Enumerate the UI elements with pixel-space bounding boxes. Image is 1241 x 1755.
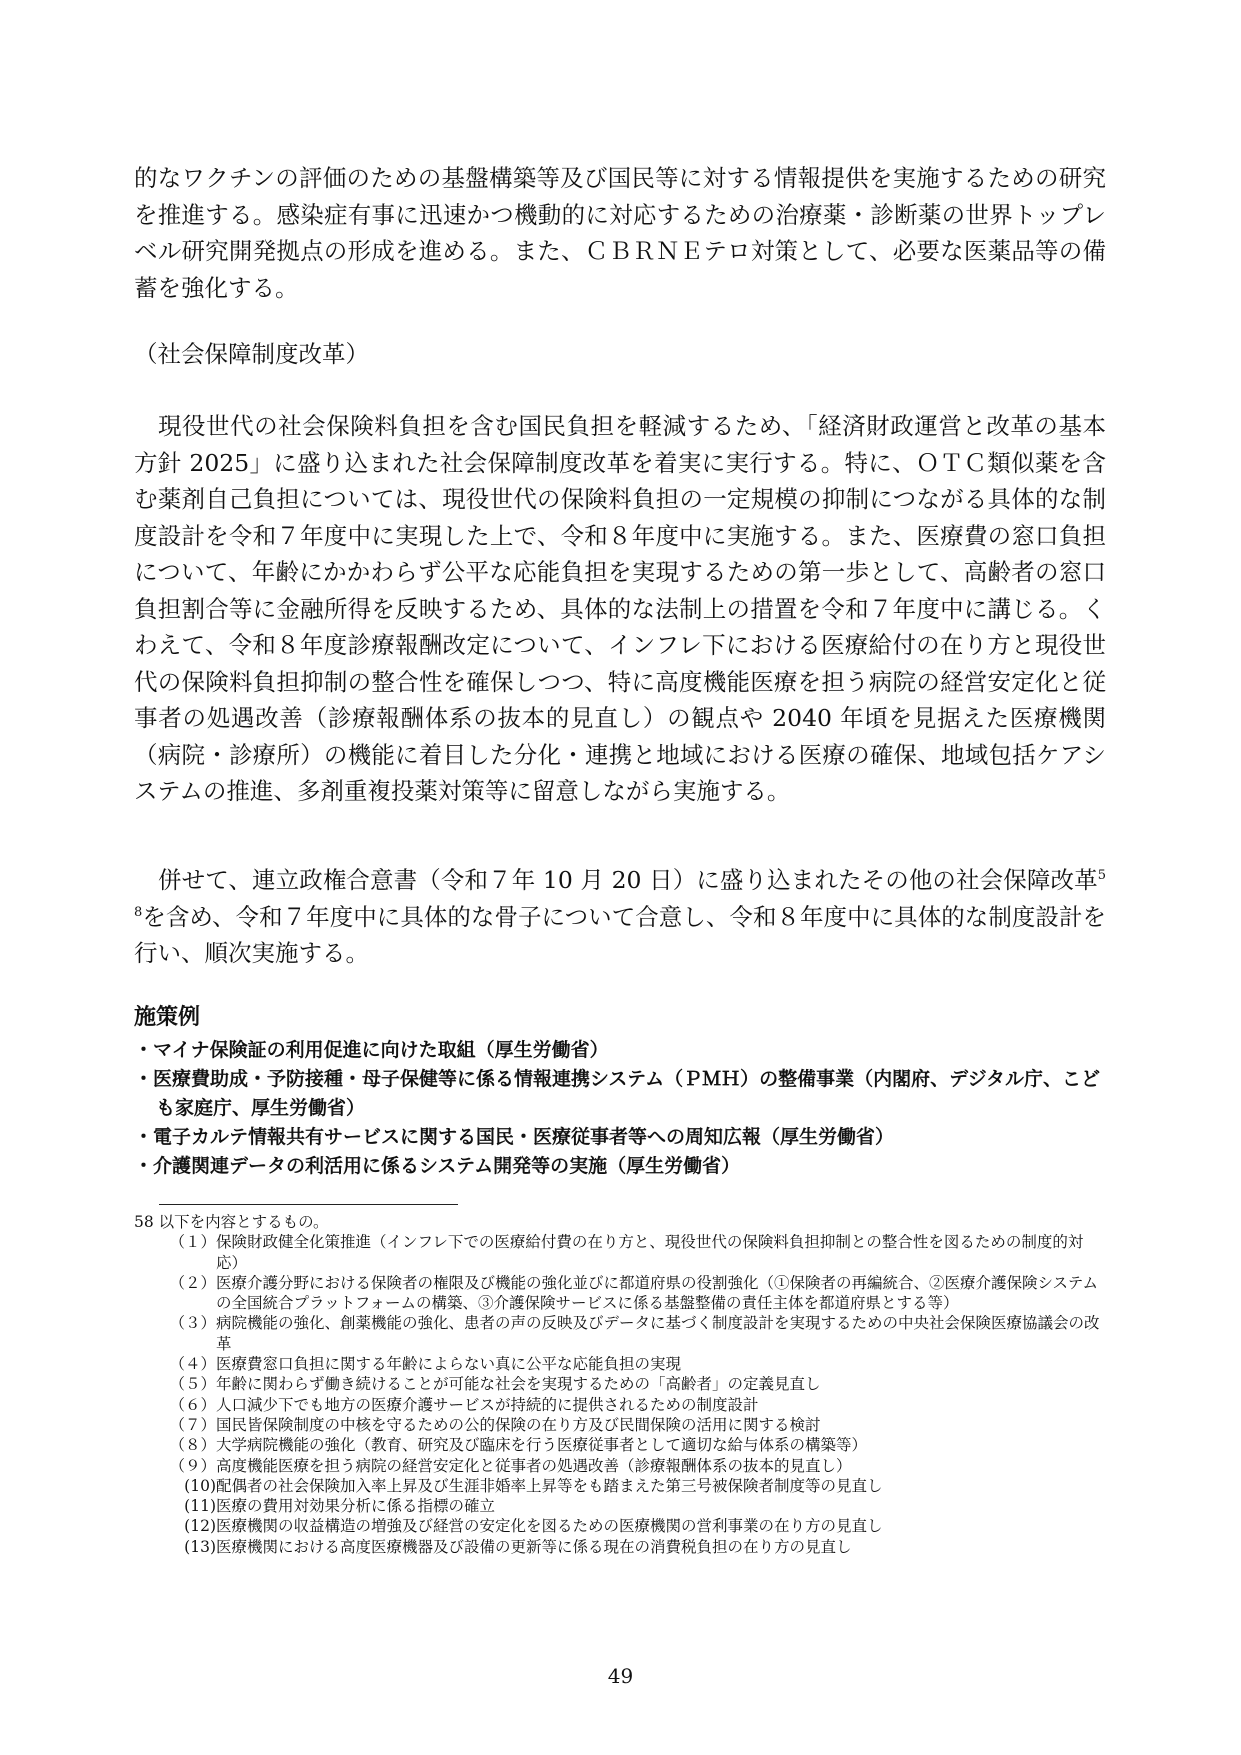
footnote-reference[interactable]: 58 bbox=[134, 868, 1106, 920]
footnote-item-number: （６） bbox=[169, 1395, 216, 1414]
footnote-item-number: (11) bbox=[184, 1497, 216, 1516]
measure-item: ・介護関連データの利活用に係るシステム開発等の実施（厚生労働省） bbox=[134, 1155, 741, 1177]
footnote-item-text: 医療介護分野における保険者の権限及び機能の強化並びに都道府県の役割強化（①保険者の再編統合、②医療介護保険システムの全国統合プラットフォームの構築、③介護保険サービスに係る基盤整備の責任主体を都道府県とする等） bbox=[216, 1273, 1098, 1313]
footnote-item bbox=[134, 1374, 1106, 1394]
footnote-item bbox=[134, 1435, 1106, 1455]
footnote-item-text: 病院機能の強化、創薬機能の強化、患者の声の反映及びデータに基づく制度設計を実現するための中央社会保険医療協議会の改革 bbox=[216, 1314, 1100, 1353]
footnote-items bbox=[134, 1232, 1106, 1557]
footnote-item-number: （５） bbox=[169, 1375, 216, 1394]
footnote-item bbox=[134, 1415, 1106, 1435]
footnote-item bbox=[134, 1476, 1106, 1496]
footnote-item-text: 医療機関における高度医療機器及び設備の更新等に係る現在の消費税負担の在り方の見直し bbox=[216, 1537, 852, 1556]
footnote-item-text: 国民皆保険制度の中核を守るための公的保険の在り方及び民間保険の活用に関する検討 bbox=[216, 1415, 821, 1434]
body-paragraph-coalition-agreement bbox=[134, 862, 1106, 972]
footnote-item-number: （８） bbox=[169, 1436, 216, 1455]
measure-item: ・マイナ保険証の利用促進に向けた取組（厚生労働省） bbox=[134, 1039, 609, 1061]
body-paragraph-vaccine: 的なワクチンの評価のための基盤構築等及び国民等に対する情報提供を実施するための研究を推進する。感染症有事に迅速かつ機動的に対応するための治療薬・診断薬の世界トップレベル研究開発拠点の形成を進める。また、ＣＢＲＮＥテロ対策として、必要な医薬品等の備蓄を強化する。 bbox=[134, 164, 1106, 302]
measures-title: 施策例 bbox=[134, 1005, 201, 1030]
footnote-item bbox=[134, 1232, 1106, 1273]
footnote-item-text: 大学病院機能の強化（教育、研究及び臨床を行う医療従事者として適切な給与体系の構築等） bbox=[216, 1436, 868, 1455]
measure-item: ・医療費助成・予防接種・母子保健等に係る情報連携システム（ＰＭＨ）の整備事業（内閣府、デジタル庁、こども家庭庁、厚生労働省） bbox=[134, 1068, 1100, 1119]
footnote-item-number: (13) bbox=[184, 1537, 216, 1556]
footnote-item-number: (10) bbox=[184, 1476, 216, 1495]
footnote-item-text: 医療機関の収益構造の増強及び経営の安定化を図るための医療機関の営利事業の在り方の見直し bbox=[216, 1517, 883, 1536]
footnote-lead: 58 以下を内容とするもの。 bbox=[134, 1213, 329, 1231]
footnote-item-number: （１） bbox=[169, 1233, 216, 1252]
footnote-item bbox=[134, 1354, 1106, 1374]
body-paragraph-social-security-reform: 現役世代の社会保険料負担を含む国民負担を軽減するため、「経済財政運営と改革の基本方針 2025」に盛り込まれた社会保障制度改革を着実に実行する。特に、ＯＴＣ類似薬を含む薬剤自己負担については、現役世代の保険料負担の一定規模の抑制につながる具体的な制度設計を令和７年度中に実現した上で、令和８年度中に実施する。また、医療費の窓口負担について、年齢にかかわらず公平な応能負担を実現するための第一歩として、高齢者の窓口負担割合等に金融所得を反映するため、具体的な法制上の措置を令和７年度中に講じる。くわえて、令和８年度診療報酬改定について、インフレ下における医療給付の在り方と現役世代の保険料負担抑制の整合性を確保しつつ、特に高度機能医療を担う病院の経営安定化と従事者の処遇改善（診療報酬体系の抜本的見直し）の観点や 2040 年頃を見据えた医療機関（病院・診療所）の機能に着目した分化・連携と地域における医療の確保、地域包括ケアシステムの推進、多剤重複投薬対策等に留意しながら実施する。 bbox=[134, 412, 1106, 805]
page-number: 49 bbox=[607, 1664, 634, 1688]
measure-item: ・電子カルテ情報共有サービスに関する国民・医療従事者等への周知広報（厚生労働省） bbox=[134, 1126, 895, 1148]
footnote-item bbox=[134, 1273, 1106, 1314]
footnote-item-text: 高度機能医療を担う病院の経営安定化と従事者の処遇改善（診療報酬体系の抜本的見直し） bbox=[216, 1456, 852, 1475]
footnote-item-text: 医療費窓口負担に関する年齢によらない真に公平な応能負担の実現 bbox=[216, 1355, 682, 1374]
footnote-item-number: （２） bbox=[169, 1273, 216, 1292]
footnote-item bbox=[134, 1537, 1106, 1557]
footnote-item-text: 保険財政健全化策推進（インフレ下での医療給付費の在り方と、現役世代の保険料負担抑制との整合性を図るための制度的対応） bbox=[216, 1233, 1084, 1272]
footnote-item bbox=[134, 1516, 1106, 1536]
footnote-item-number: (12) bbox=[184, 1517, 216, 1536]
footnote-item bbox=[134, 1456, 1106, 1476]
footnote-item-text: 医療の費用対効果分析に係る指標の確立 bbox=[216, 1497, 496, 1516]
footnote-item-text: 配偶者の社会保険加入率上昇及び生涯非婚率上昇等をも踏まえた第三号被保険者制度等の見直し bbox=[216, 1476, 883, 1495]
footnote-item-number: （９） bbox=[169, 1456, 216, 1475]
footnote-divider bbox=[159, 1204, 458, 1205]
footnote-item-number: （３） bbox=[169, 1314, 216, 1333]
footnote-item-number: （４） bbox=[169, 1355, 216, 1374]
section-heading: （社会保障制度改革） bbox=[134, 340, 369, 368]
footnote bbox=[134, 1212, 1106, 1557]
footnote-item bbox=[134, 1313, 1106, 1354]
footnote-item-text: 人口減少下でも地方の医療介護サービスが持続的に提供されるための制度設計 bbox=[216, 1395, 759, 1414]
paragraph-text: を含め、令和７年度中に具体的な骨子について合意し、令和８年度中に具体的な制度設計を行い、順次実施する。 bbox=[134, 902, 1106, 967]
footnote-item bbox=[134, 1496, 1106, 1516]
footnote-item bbox=[134, 1395, 1106, 1415]
footnote-item-number: （７） bbox=[169, 1415, 216, 1434]
paragraph-text: 併せて、連立政権合意書（令和７年 10 月 20 日）に盛り込まれたその他の社会保障改革 bbox=[158, 866, 1098, 894]
footnote-item-text: 年齢に関わらず働き続けることが可能な社会を実現するための「高齢者」の定義見直し bbox=[216, 1375, 821, 1394]
measures-list bbox=[134, 1036, 1106, 1181]
